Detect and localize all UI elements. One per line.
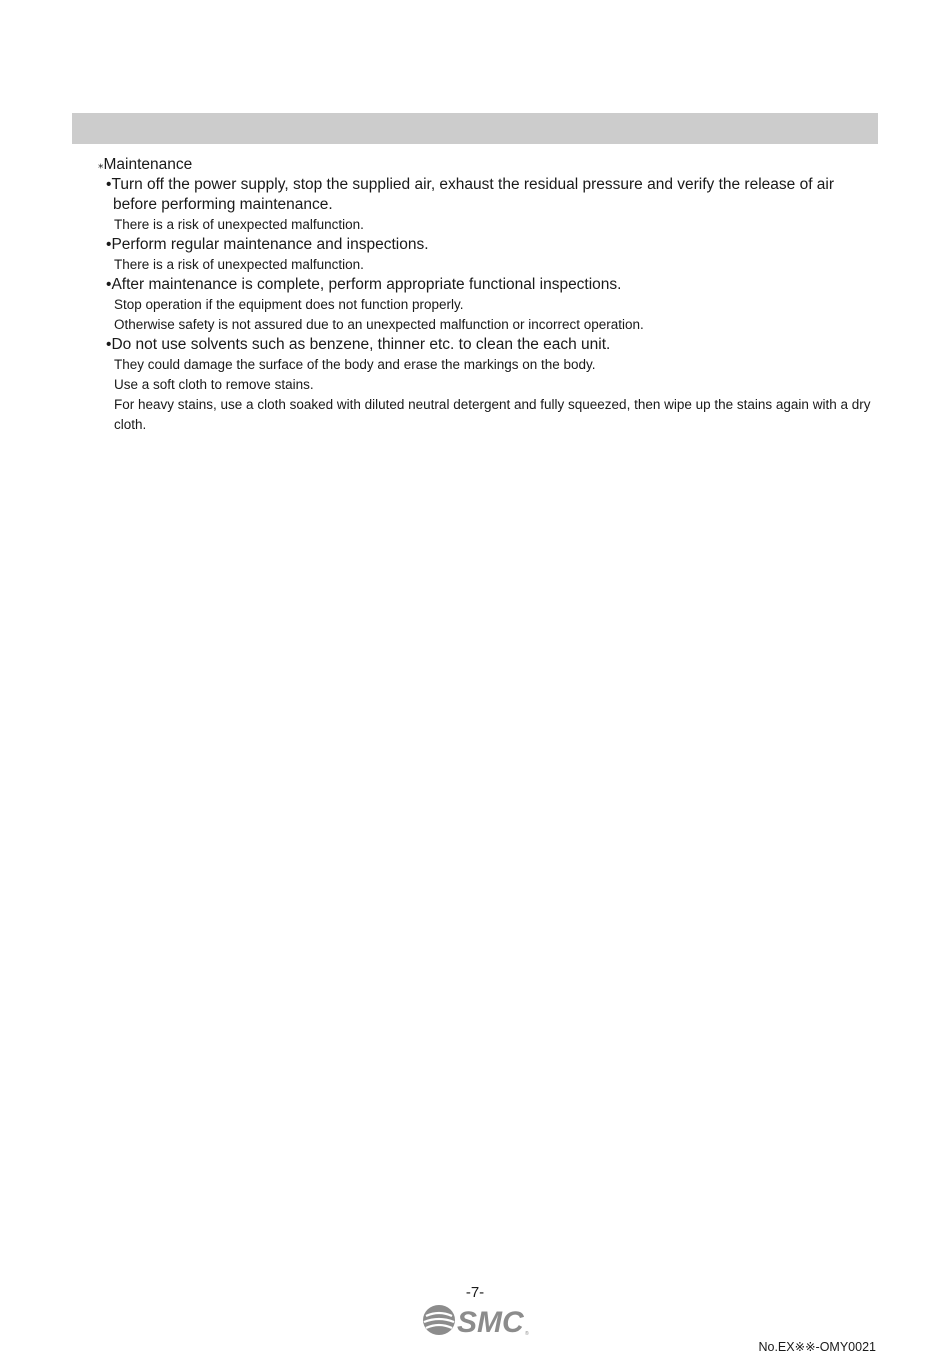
list-item-note: Use a soft cloth to remove stains. xyxy=(114,377,314,392)
list-item-text: Perform regular maintenance and inspections. xyxy=(111,236,429,253)
list-item-text: After maintenance is complete, perform appropriate functional inspections. xyxy=(111,276,622,293)
section-header-bar xyxy=(72,113,878,144)
section-title-text: Maintenance xyxy=(103,156,193,173)
document-number: No.EX※※-OMY0021 xyxy=(758,1340,876,1354)
list-item-note: They could damage the surface of the body and erase the markings on the body. xyxy=(114,357,596,372)
maintenance-section xyxy=(98,155,878,435)
list-item-note: For heavy stains, use a cloth soaked with diluted neutral detergent and fully squeezed, then wipe up the stains again with a dry cloth. xyxy=(114,397,871,432)
list-item-note: There is a risk of unexpected malfunction. xyxy=(114,217,364,232)
page-number: -7- xyxy=(465,1284,485,1301)
bullet-mark: • xyxy=(106,236,112,253)
list-item-note: Otherwise safety is not assured due to an unexpected malfunction or incorrect operation. xyxy=(114,317,644,332)
section-title xyxy=(98,155,878,175)
bullet-mark: • xyxy=(106,176,112,193)
list-item xyxy=(106,275,878,295)
logo-text: SMC xyxy=(457,1306,524,1338)
list-item xyxy=(106,235,878,255)
list-item-text: Turn off the power supply, stop the supplied air, exhaust the residual pressure and verify the release of air before performing maintenance. xyxy=(111,176,835,213)
svg-text:®: ® xyxy=(525,1331,529,1337)
bullet-mark: • xyxy=(106,336,112,353)
list-item-note: There is a risk of unexpected malfunction. xyxy=(114,257,364,272)
list-item xyxy=(106,175,878,215)
smc-logo xyxy=(421,1304,531,1338)
section-mark: ⁎ xyxy=(98,159,104,171)
list-item xyxy=(106,335,878,355)
bullet-mark: • xyxy=(106,276,112,293)
list-item-text: Do not use solvents such as benzene, thinner etc. to clean the each unit. xyxy=(111,336,611,353)
list-item-note: Stop operation if the equipment does not function properly. xyxy=(114,297,464,312)
